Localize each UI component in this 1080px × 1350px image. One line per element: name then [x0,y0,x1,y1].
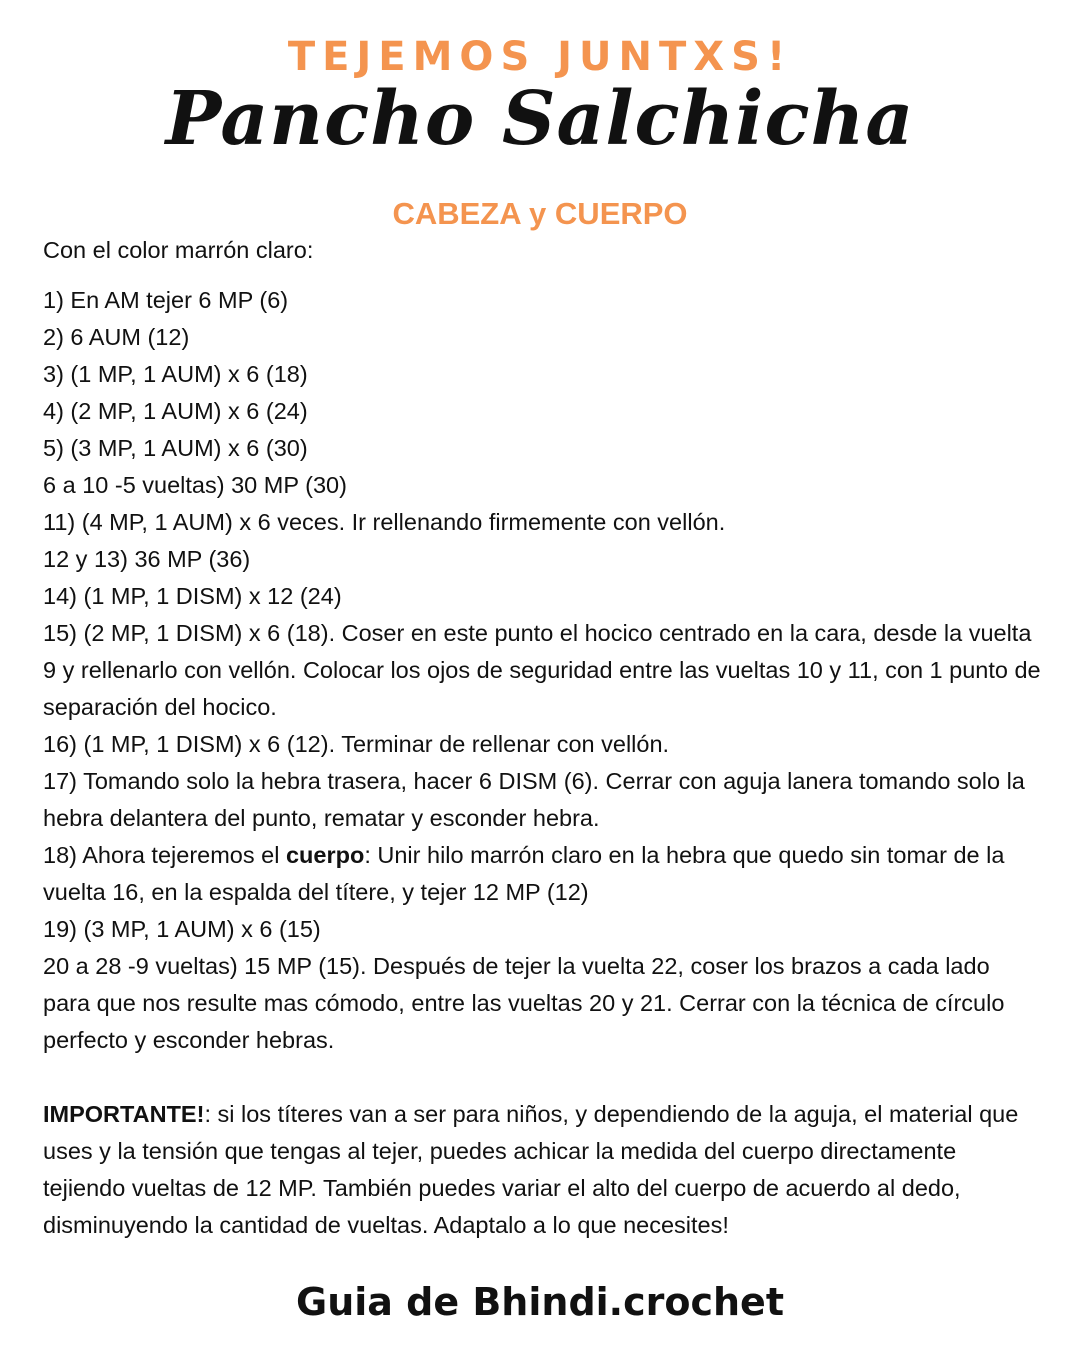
kicker-heading: TEJEMOS JUNTXS! [287,34,793,80]
step-item: 11) (4 MP, 1 AUM) x 6 veces. Ir rellenando firmemente con vellón. [43,509,726,535]
step-item: 3) (1 MP, 1 AUM) x 6 (18) [43,361,308,387]
important-text: : si los títeres van a ser para niños, y dependiendo de la aguja, el material que uses y la tensión que tengas al tejer, puedes achicar la medida del cuerpo directamente tejiendo vueltas de 12 MP. También puedes variar el alto del cuerpo de acuerdo al dedo, disminuyendo la cantidad de vueltas. Adaptalo a lo que necesites! [43,1101,1019,1238]
step-item: 6 a 10 -5 vueltas) 30 MP (30) [43,472,347,498]
step-item: 2) 6 AUM (12) [43,324,190,350]
step-item: 1) En AM tejer 6 MP (6) [43,287,289,313]
step-item: 4) (2 MP, 1 AUM) x 6 (24) [43,398,308,424]
step-18-prefix: 18) Ahora tejeremos el [43,842,286,868]
step-item: 20 a 28 -9 vueltas) 15 MP (15). Después de tejer la vuelta 22, coser los brazos a cada lado para que nos resulte mas cómodo, entre las vueltas 20 y 21. Cerrar con la técnica de círculo perfecto y esconder hebras. [43,953,1005,1053]
section-heading: CABEZA y CUERPO [392,196,688,231]
footer-credit: Guia de Bhindi.crochet [296,1280,784,1324]
step-item-body [43,837,1043,911]
steps-list [43,282,1043,1059]
important-note [43,1096,1043,1244]
step-item: 19) (3 MP, 1 AUM) x 6 (15) [43,916,321,942]
step-item: 16) (1 MP, 1 DISM) x 6 (12). Terminar de rellenar con vellón. [43,731,670,757]
step-item: 5) (3 MP, 1 AUM) x 6 (30) [43,435,308,461]
page-title: Pancho Salchicha [165,76,915,162]
important-label: IMPORTANTE! [43,1101,205,1127]
step-item: 17) Tomando solo la hebra trasera, hacer 6 DISM (6). Cerrar con aguja lanera tomando solo la hebra delantera del punto, rematar y esconder hebra. [43,768,1025,831]
step-item: 12 y 13) 36 MP (36) [43,546,251,572]
intro-text: Con el color marrón claro: [43,237,314,263]
step-item: 14) (1 MP, 1 DISM) x 12 (24) [43,583,342,609]
step-item: 15) (2 MP, 1 DISM) x 6 (18). Coser en este punto el hocico centrado en la cara, desde la vuelta 9 y rellenarlo con vellón. Colocar los ojos de seguridad entre las vueltas 10 y 11, con 1 punto de separación del hocico. [43,620,1041,720]
pattern-content [43,232,1043,1244]
step-18-bold: cuerpo [285,842,365,868]
step-18-suffix: : Unir hilo marrón claro en la hebra que quedo sin tomar de la vuelta 16, en la espalda del títere, y tejer 12 MP (12) [43,842,1005,905]
